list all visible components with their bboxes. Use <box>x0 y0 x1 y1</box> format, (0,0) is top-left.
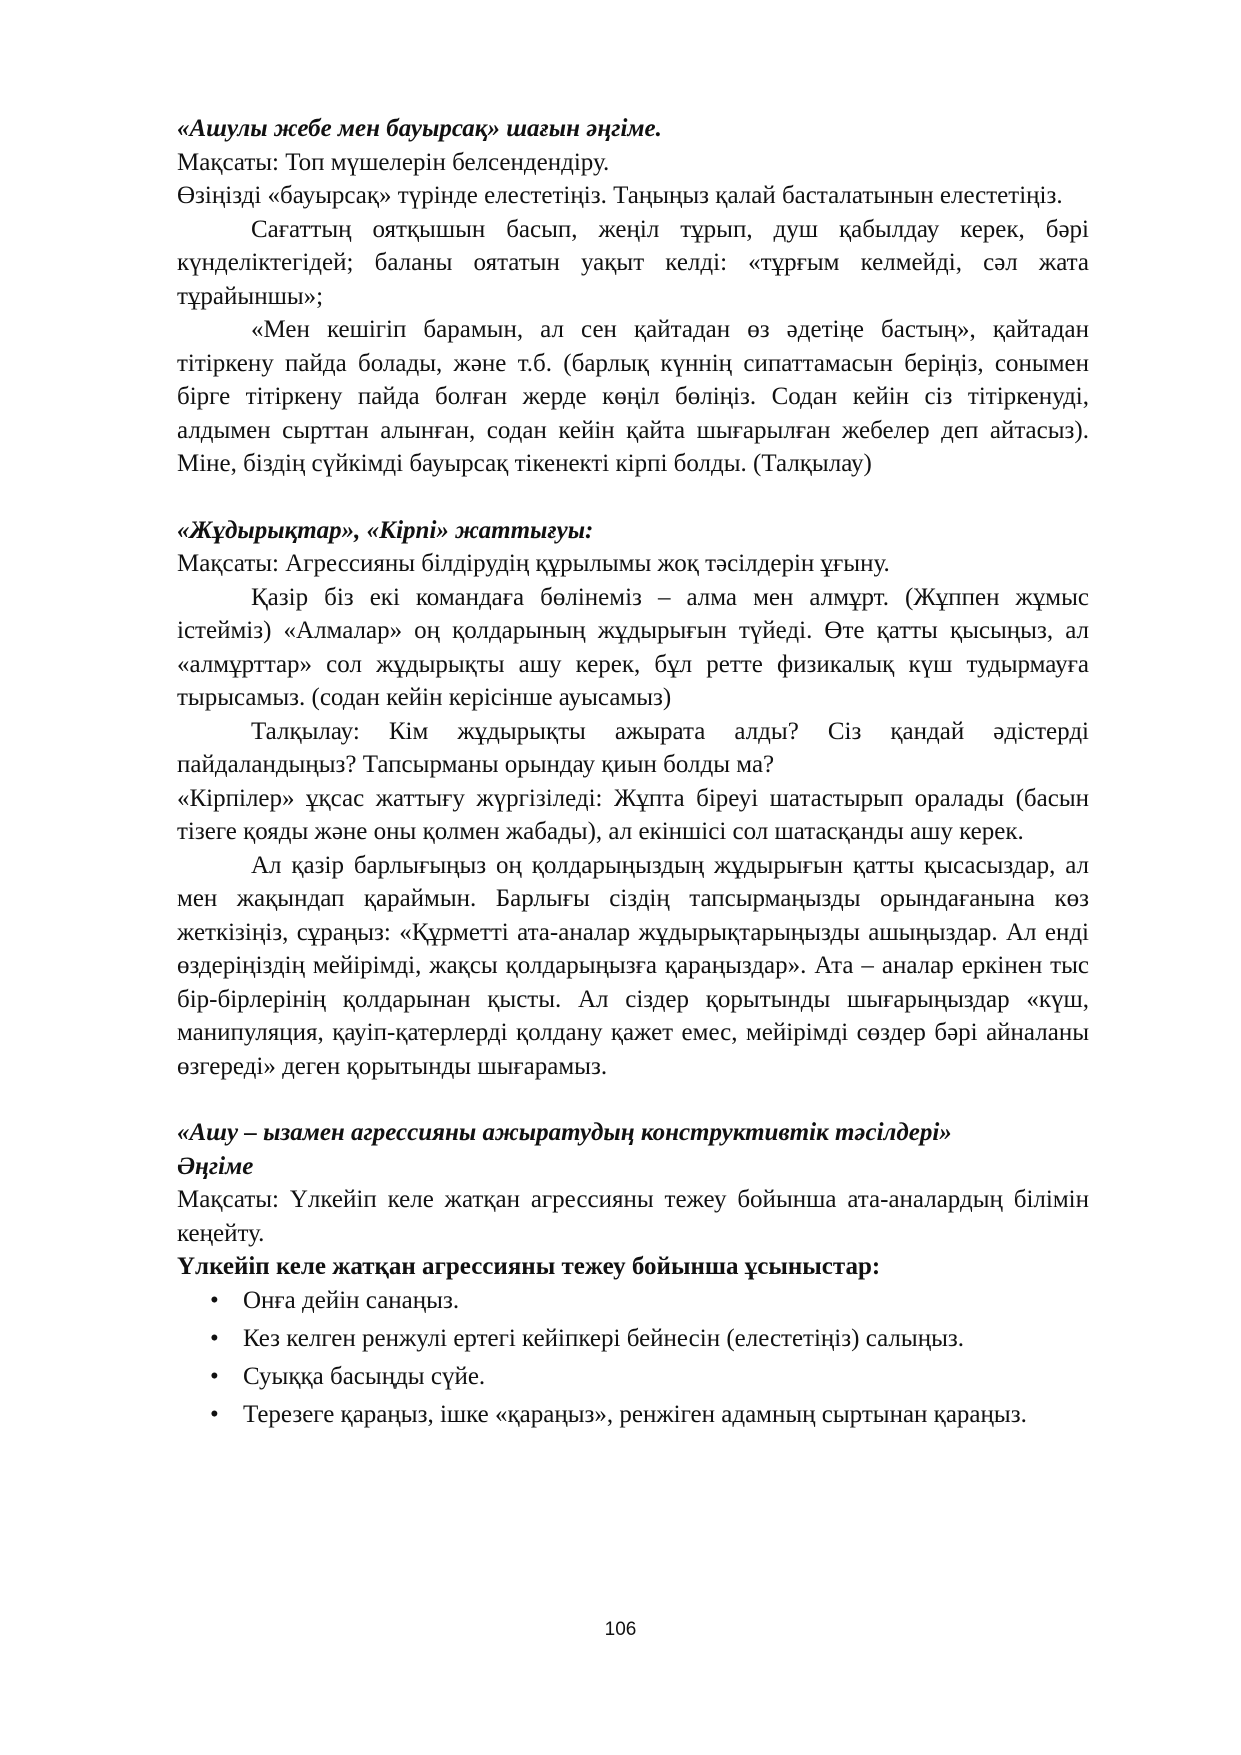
section-heading-subtitle: Әңгіме <box>177 1152 254 1180</box>
list-item-text: Суыққа басыңды сүйе. <box>243 1362 486 1390</box>
paragraph: Ал қазір барлығыңыз оң қолдарыңыздың жұдырығын қатты қысасыздар, ал мен жақындап қараймын. Барлығы сіздің тапсырмаңызды орындағанына көз жеткізіңіз, сұраңыз: «Құрметті ата-аналар жұдырықтарыңызды ашыңыздар. Ал енді өздеріңіздің мейірімді, жақсы қолдарыңызға қараңыздар». Ата – аналар еркінен тыс бір-бірлерінің қолдарынан қысты. Ал сіздер қорытынды шығарыңыздар «күш, манипуляция, қауіп-қатерлерді қолдану қажет емес, мейірімді сөздер бәрі айналаны өзгереді» деген қорытынды шығарамыз. <box>177 851 1089 1080</box>
paragraph: Қазір біз екі командаға бөлінеміз – алма мен алмұрт. (Жұппен жұмыс істейміз) «Алмалар» оң қолдарының жұдырығын түйеді. Өте қатты қысыңыз, ал «алмұрттар» сол жұдырықты ашу керек, бұл ретте физикалық күш тудырмауға тырысамыз. (содан кейін керісінше ауысамыз) <box>177 583 1089 711</box>
paragraph: Талқылау: Кім жұдырықты ажырата алды? Сіз қандай әдістерді пайдаландыңыз? Тапсырманы орындау қиын болды ма? <box>177 717 1089 778</box>
spacer <box>177 1083 1089 1116</box>
paragraph: Сағаттың оятқышын басып, жеңіл тұрып, душ қабылдау керек, бәрі күнделіктегідей; баланы оятатын уақыт келді: «тұрғым келмейді, сәл жата тұрайыншы»; <box>177 215 1089 310</box>
list-item <box>177 1398 1089 1432</box>
section-heading-arrows: «Ашулы жебе мен бауырсақ» шағын әңгіме. <box>177 115 662 142</box>
spacer <box>177 481 1089 514</box>
section-goal: Мақсаты: Агрессияны білдірудің құрылымы жоқ тәсілдерін ұғыну. <box>177 550 890 577</box>
section-heading-fists: «Жұдырықтар», «Кірпі» жаттығуы: <box>177 516 594 544</box>
recommendations-heading: Үлкейіп келе жатқан агрессияны тежеу бойынша ұсыныстар: <box>177 1253 881 1280</box>
bullet-icon: • <box>210 1286 219 1314</box>
list-item-text: Кез келген ренжулі ертегі кейіпкері бейнесін (елестетіңіз) салыңыз. <box>243 1324 964 1352</box>
document-page <box>177 112 1089 1436</box>
bullet-icon: • <box>210 1324 219 1352</box>
list-item-text: Терезеге қараңыз, ішке «қараңыз», ренжіген адамның сыртынан қараңыз. <box>243 1400 1027 1428</box>
section-goal: Мақсаты: Топ мүшелерін белсендендіру. <box>177 148 610 176</box>
paragraph: «Кірпілер» ұқсас жаттығу жүргізіледі: Жұпта біреуі шатастырып оралады (басын тізеге қояды және оны қолмен жабады), ал екіншісі сол шатасқанды ашу керек. <box>177 784 1089 845</box>
paragraph: Өзіңізді «бауырсақ» түрінде елестетіңіз. Таңыңыз қалай басталатынын елестетіңіз. <box>177 182 1063 209</box>
list-item <box>177 1322 1089 1356</box>
list-item <box>177 1284 1089 1318</box>
recommendations-list <box>177 1284 1089 1432</box>
section-heading-anger: «Ашу – ызамен агрессияны ажыратудың конструктивтік тәсілдері» <box>177 1119 952 1146</box>
bullet-icon: • <box>210 1362 219 1390</box>
page-number: 106 <box>604 1619 637 1640</box>
bullet-icon: • <box>210 1400 219 1428</box>
list-item-text: Онға дейін санаңыз. <box>243 1286 460 1314</box>
paragraph: «Мен кешігіп барамын, ал сен қайтадан өз әдетіңе бастың», қайтадан тітіркену пайда болады, және т.б. (барлық күннің сипаттамасын беріңіз, сонымен бірге тітіркену пайда болған жерде көңіл бөліңіз. Содан кейін сіз тітіркенуді, алдымен сырттан алынған, содан кейін қайта шығарылған жебелер деп айтасыз). Міне, біздің сүйкімді бауырсақ тікенекті кірпі болды. (Талқылау) <box>177 316 1089 477</box>
section-goal: Мақсаты: Үлкейіп келе жатқан агрессияны тежеу бойынша ата-аналардың білімін кеңейту. <box>177 1186 1089 1247</box>
list-item <box>177 1360 1089 1394</box>
